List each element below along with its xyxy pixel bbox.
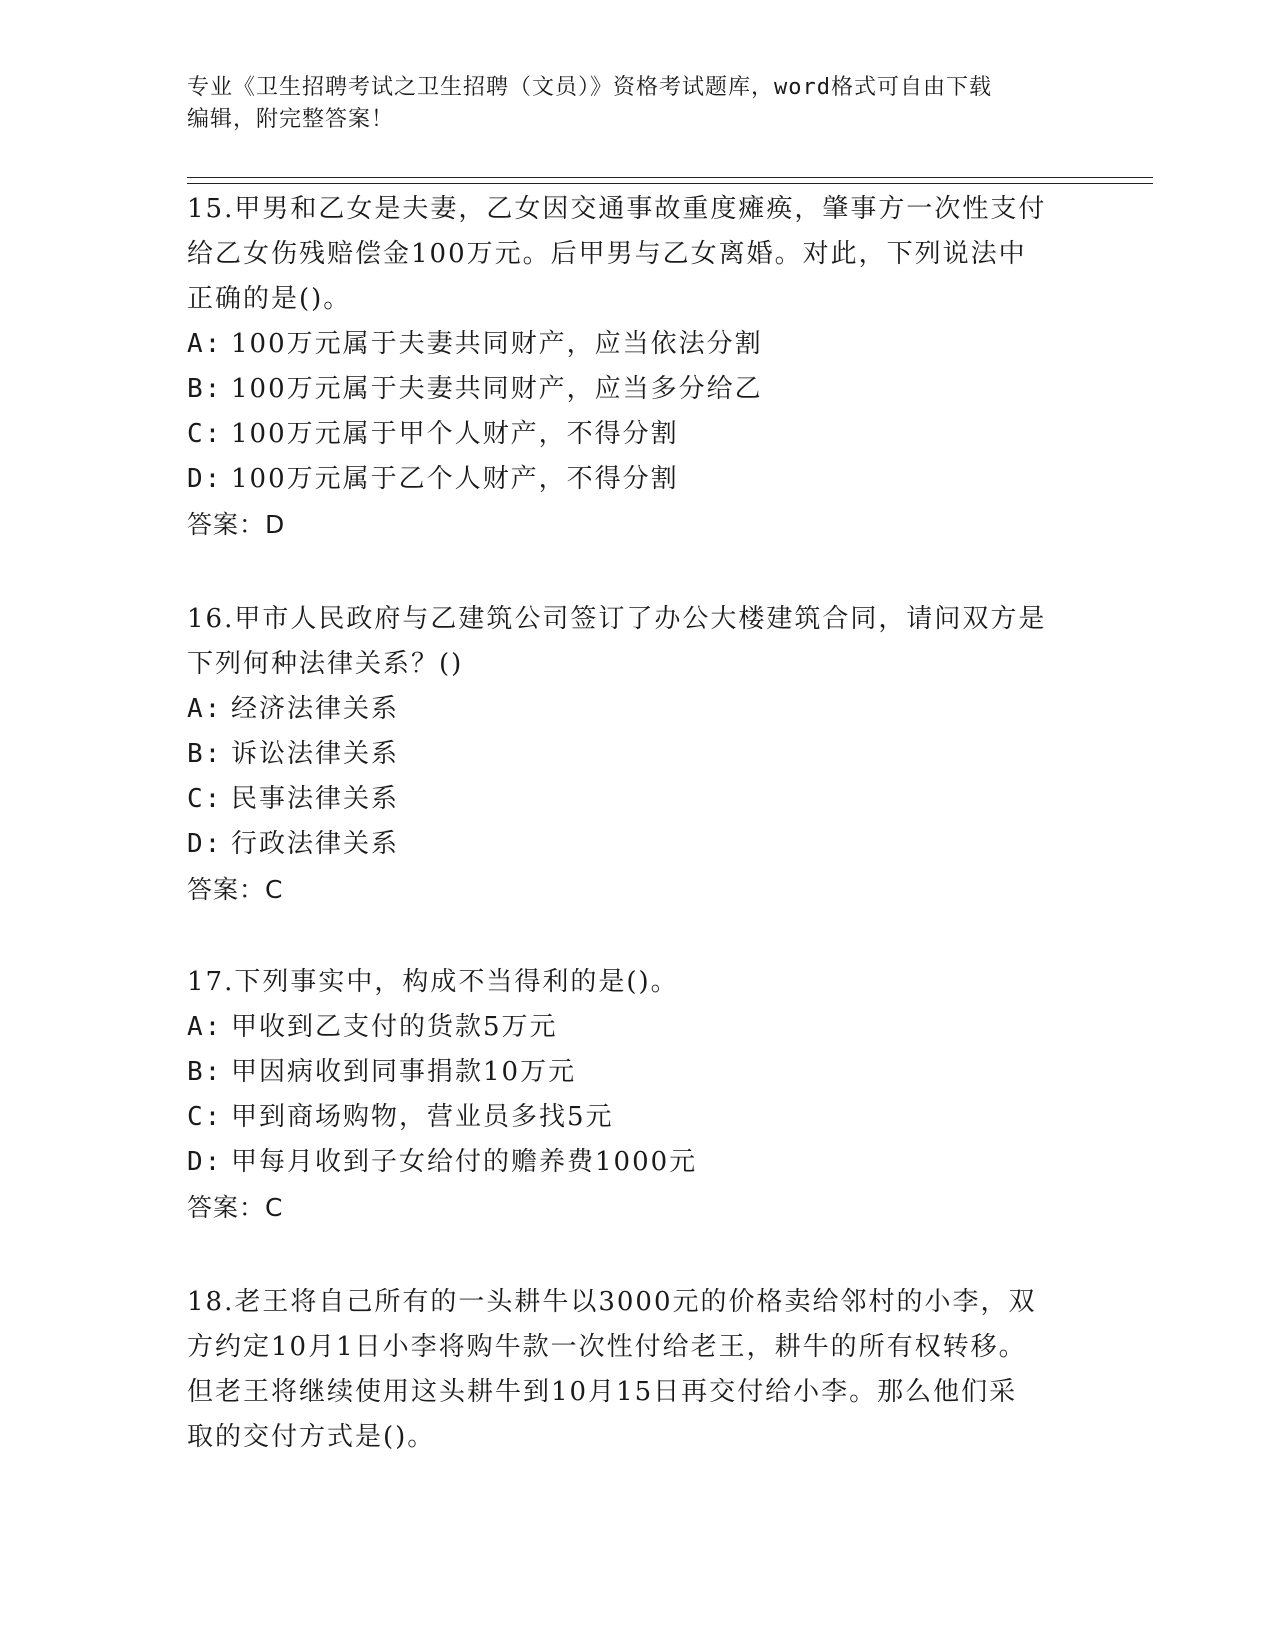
header-line-1: 专业《卫生招聘考试之卫生招聘（文员）》资格考试题库，word格式可自由下载 [187, 75, 992, 100]
option-text: 诉讼法律关系 [231, 739, 400, 769]
option-key: C: [187, 419, 223, 449]
option-a [187, 687, 1087, 732]
option-text: 甲收到乙支付的货款5万元 [231, 1012, 558, 1042]
option-a [187, 322, 1087, 367]
option-text: 100万元属于夫妻共同财产，应当依法分割 [231, 329, 763, 359]
option-b [187, 732, 1087, 777]
option-text: 100万元属于夫妻共同财产，应当多分给乙 [231, 374, 763, 404]
option-c [187, 777, 1087, 822]
option-d [187, 822, 1087, 867]
option-key: B: [187, 374, 223, 404]
question-text-line: 但老王将继续使用这头耕牛到10月15日再交付给小李。那么他们采 [187, 1377, 1018, 1407]
option-key: C: [187, 1102, 223, 1132]
header-divider-top [187, 177, 1153, 178]
answer-label: 答案：C [187, 875, 284, 904]
option-text: 100万元属于甲个人财产，不得分割 [231, 419, 679, 449]
document-header [187, 72, 1087, 136]
option-c [187, 412, 1087, 457]
question-text-line: 17.下列事实中，构成不当得利的是()。 [187, 967, 679, 997]
option-text: 甲到商场购物，营业员多找5元 [231, 1102, 614, 1132]
question-text-line: 15.甲男和乙女是夫妻，乙女因交通事故重度瘫痪，肇事方一次性支付 [187, 194, 1047, 224]
option-d [187, 457, 1087, 502]
header-line-2: 编辑，附完整答案！ [187, 107, 395, 132]
option-key: D: [187, 464, 223, 494]
option-a [187, 1005, 1087, 1050]
option-b [187, 1050, 1087, 1095]
option-key: A: [187, 1012, 223, 1042]
option-key: C: [187, 784, 223, 814]
option-text: 100万元属于乙个人财产，不得分割 [231, 464, 679, 494]
question-text-line: 取的交付方式是()。 [187, 1422, 436, 1452]
question-15 [187, 187, 1087, 547]
option-text: 甲因病收到同事捐款10万元 [231, 1057, 577, 1087]
question-text-line: 给乙女伤残赔偿金100万元。后甲男与乙女离婚。对此，下列说法中 [187, 239, 1027, 269]
question-text-line: 18.老王将自己所有的一头耕牛以3000元的价格卖给邻村的小李，双 [187, 1287, 1037, 1317]
question-17 [187, 960, 1087, 1230]
option-text: 民事法律关系 [231, 784, 400, 814]
answer-label: 答案：C [187, 1193, 284, 1222]
option-key: A: [187, 694, 223, 724]
option-text: 行政法律关系 [231, 829, 400, 859]
question-text-line: 正确的是()。 [187, 284, 352, 314]
option-text: 经济法律关系 [231, 694, 400, 724]
option-text: 甲每月收到子女给付的赡养费1000元 [231, 1147, 698, 1177]
question-text-line: 下列何种法律关系？() [187, 649, 464, 679]
option-key: D: [187, 1147, 223, 1177]
option-key: B: [187, 1057, 223, 1087]
option-d [187, 1140, 1087, 1185]
question-18 [187, 1280, 1087, 1460]
option-key: D: [187, 829, 223, 859]
answer-label: 答案：D [187, 510, 286, 539]
question-text-line: 方约定10月1日小李将购牛款一次性付给老王，耕牛的所有权转移。 [187, 1332, 1027, 1362]
question-text-line: 16.甲市人民政府与乙建筑公司签订了办公大楼建筑合同，请问双方是 [187, 604, 1047, 634]
option-key: B: [187, 739, 223, 769]
option-c [187, 1095, 1087, 1140]
header-divider-bottom [187, 183, 1153, 184]
question-16 [187, 597, 1087, 912]
option-key: A: [187, 329, 223, 359]
option-b [187, 367, 1087, 412]
